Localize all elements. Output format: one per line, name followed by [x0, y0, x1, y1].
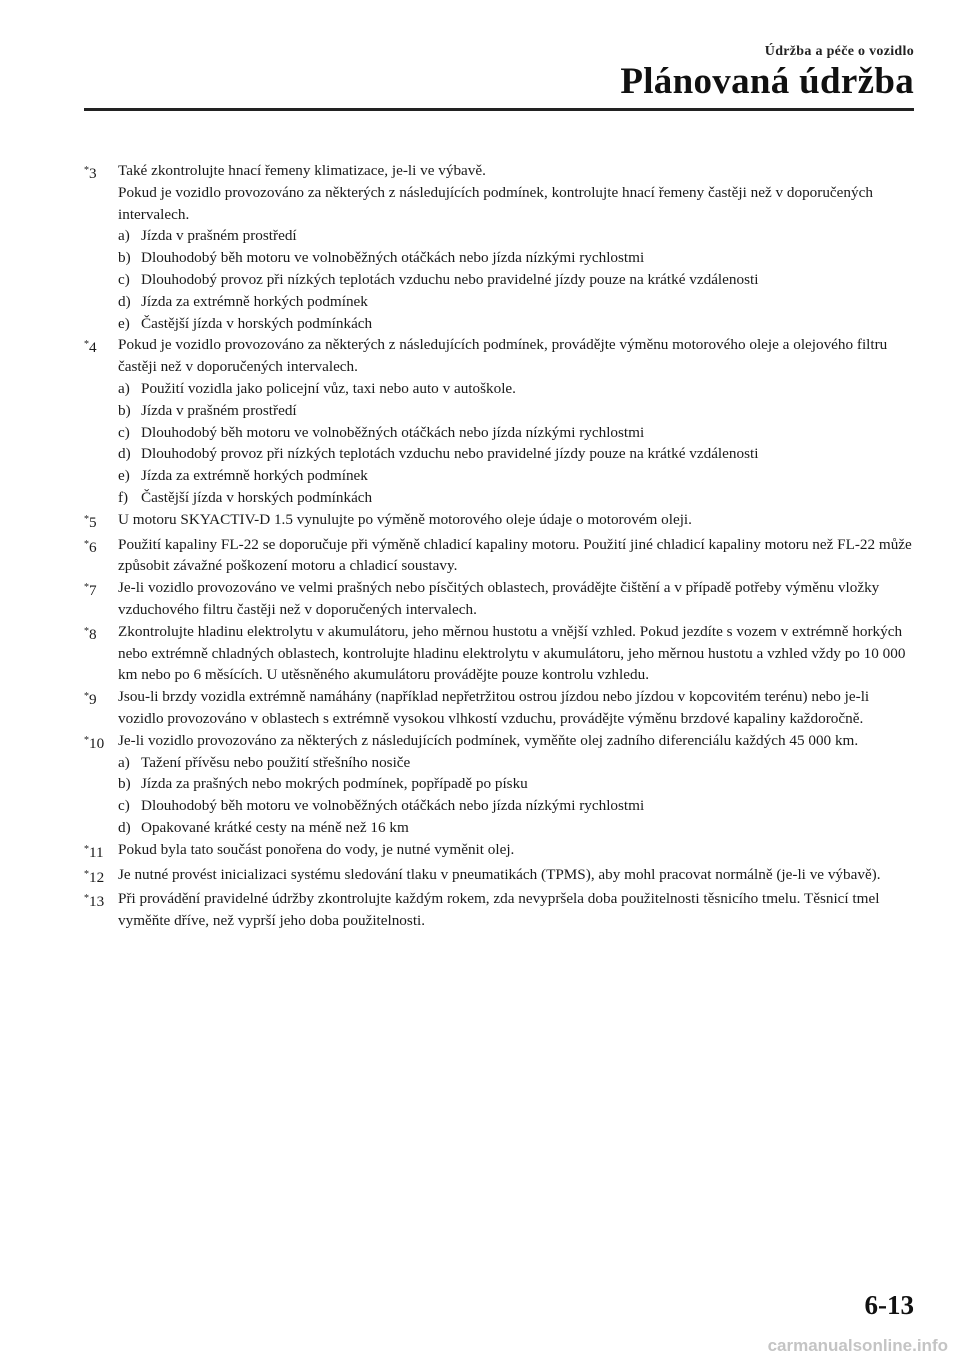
footnote-text: Při provádění pravidelné údržby zkontrolujte každým rokem, zda nevypršela doba použitelnosti těsnicího tmelu. Těsnicí tmel vyměňte dříve, než vyprší jeho doba použitelnosti. — [118, 890, 880, 930]
condition-text: Dlouhodobý provoz při nízkých teplotách vzduchu nebo pravidelné jízdy pouze na krátké vzdálenosti — [141, 270, 759, 288]
condition-item — [118, 443, 912, 465]
footnote-marker — [84, 534, 118, 578]
condition-item — [118, 795, 912, 817]
condition-label: a) — [118, 227, 130, 245]
footnote-body — [118, 686, 912, 730]
footnote-number: 8 — [89, 625, 97, 643]
footnote-number: 13 — [89, 893, 105, 911]
footnote-text: Pokud byla tato součást ponořena do vody, je nutné vyměnit olej. — [118, 840, 515, 858]
footnote-body — [118, 534, 912, 578]
footnote-text: Je-li vozidlo provozováno ve velmi prašných nebo písčitých oblastech, provádějte čištění a v případě potřeby výměnu vložky vzduchového filtru častěji než v doporučených intervalech. — [118, 579, 880, 618]
condition-text: Častější jízda v horských podmínkách — [141, 488, 373, 506]
footnote-marker — [84, 621, 118, 686]
condition-item — [118, 752, 912, 774]
condition-item — [118, 400, 912, 422]
footnote — [84, 334, 912, 508]
footnote-number: 6 — [89, 538, 97, 556]
condition-item — [118, 465, 912, 487]
footnote-asterisk: * — [84, 691, 89, 703]
footnote — [84, 839, 912, 864]
footnote-text: Zkontrolujte hladinu elektrolytu v akumulátoru, jeho měrnou hustotu a vnější vzhled. Pokud jezdíte s vozem v extrémně horkých nebo extrémně chladných oblastech, kontrolujte hladinu elektrolytu v akumulátoru, jeho měrnou hustotu a vzhled vždy po 10 000 km nebo po 6 měsících. U utěsněného akumulátoru provádějte pouze kontrolu vzhledu. — [118, 622, 906, 684]
condition-label: d) — [118, 292, 131, 310]
footnote-text: U motoru SKYACTIV-D 1.5 vynulujte po výměně motorového oleje údaje o motorovém oleji. — [118, 510, 692, 528]
footnote-asterisk: * — [84, 582, 89, 594]
footnote-text: Je-li vozidlo provozováno za některých z následujících podmínek, vyměňte olej zadního diferenciálu každých 45 000 km. — [118, 731, 859, 749]
footnote-body — [118, 577, 912, 621]
footnote-marker — [84, 888, 118, 932]
condition-item — [118, 291, 912, 313]
footnote-number: 5 — [89, 513, 97, 531]
page-title: Plánovaná údržba — [620, 61, 914, 102]
footnote-body — [118, 334, 912, 508]
condition-label: a) — [118, 379, 130, 397]
header-section: Údržba a péče o vozidlo — [764, 44, 914, 59]
condition-label: b) — [118, 401, 131, 419]
footnote-asterisk: * — [84, 625, 89, 637]
footnote-number: 9 — [89, 691, 97, 709]
footnote — [84, 686, 912, 730]
condition-label: c) — [118, 270, 130, 288]
footnote-marker — [84, 864, 118, 889]
footnote-text: Pokud je vozidlo provozováno za některých z následujících podmínek, provádějte výměnu motorového oleje a olejového filtru častěji než v doporučených intervalech. — [118, 336, 888, 376]
footnote — [84, 730, 912, 839]
footnote — [84, 509, 912, 534]
footnote-asterisk: * — [84, 513, 89, 525]
condition-item — [118, 422, 912, 444]
footnote-asterisk: * — [84, 165, 89, 176]
condition-label: d) — [118, 445, 131, 463]
condition-text: Jízda za prašných nebo mokrých podmínek, popřípadě po písku — [141, 775, 528, 793]
condition-label: b) — [118, 249, 131, 267]
condition-text: Jízda v prašném prostředí — [141, 401, 297, 419]
footnote-asterisk: * — [84, 538, 89, 550]
condition-label: e) — [118, 467, 130, 485]
header-divider — [84, 108, 914, 111]
footnote-asterisk: * — [84, 339, 89, 351]
footnote-body — [118, 509, 912, 534]
condition-item — [118, 225, 912, 247]
footnote-text: Jsou-li brzdy vozidla extrémně namáhány (například nepřetržitou ostrou jízdou nebo jízdou v kopcovitém terénu) nebo je-li vozidlo provozováno v oblastech s extrémně vysokou vlhkostí vzduchu, provádějte výměnu brzdové kapaliny každoročně. — [118, 688, 870, 727]
condition-label: c) — [118, 423, 130, 441]
condition-list — [118, 225, 912, 334]
condition-label: b) — [118, 775, 131, 793]
footnote — [84, 621, 912, 686]
footnote — [84, 864, 912, 889]
condition-item — [118, 817, 912, 839]
condition-item — [118, 773, 912, 795]
condition-text: Jízda za extrémně horkých podmínek — [141, 467, 368, 485]
footnote-marker — [84, 577, 118, 621]
footnote-number: 12 — [89, 868, 105, 886]
condition-list — [118, 378, 912, 509]
footnote-text: Také zkontrolujte hnací řemeny klimatizace, je-li ve výbavě. — [118, 162, 486, 179]
footnote-text: Pokud je vozidlo provozováno za některých z následujících podmínek, kontrolujte hnací řemeny častěji než v doporučených intervalech. — [118, 183, 873, 223]
footnote-number: 11 — [89, 843, 104, 861]
footnote-body — [118, 864, 912, 889]
footnotes-list — [84, 160, 912, 932]
footnote-marker — [84, 509, 118, 534]
footnote-text: Použití kapaliny FL-22 se doporučuje při výměně chladicí kapaliny motoru. Použití jiné chladicí kapaliny motoru než FL-22 může způsobit závažné poškození motoru a chladicí soustavy. — [118, 535, 912, 575]
footnote-number: 7 — [89, 582, 97, 600]
condition-item — [118, 247, 912, 269]
footnote-asterisk: * — [84, 734, 89, 746]
footnote-marker — [84, 730, 118, 839]
footnote-body — [118, 621, 912, 686]
footnote-body — [118, 888, 912, 932]
condition-text: Jízda za extrémně horkých podmínek — [141, 292, 368, 310]
condition-text: Použití vozidla jako policejní vůz, taxi nebo auto v autoškole. — [141, 379, 516, 397]
footnote-body — [118, 160, 912, 334]
condition-text: Opakované krátké cesty na méně než 16 km — [141, 818, 409, 836]
footnote-text: Je nutné provést inicializaci systému sledování tlaku v pneumatikách (TPMS), aby mohl pracovat normálně (je-li ve výbavě). — [118, 865, 881, 883]
condition-text: Dlouhodobý běh motoru ve volnoběžných otáčkách nebo jízda nízkými rychlostmi — [141, 797, 645, 815]
condition-text: Dlouhodobý provoz při nízkých teplotách vzduchu nebo pravidelné jízdy pouze na krátké vzdálenosti — [141, 445, 759, 463]
footnote-body — [118, 839, 912, 864]
footnote — [84, 160, 912, 334]
footnote-marker — [84, 839, 118, 864]
footnote-marker — [84, 686, 118, 730]
condition-item — [118, 487, 912, 509]
footnote-number: 4 — [89, 339, 97, 357]
condition-list — [118, 752, 912, 839]
footnote — [84, 888, 912, 932]
condition-item — [118, 313, 912, 335]
footnote-marker — [84, 160, 118, 334]
footnote-asterisk: * — [84, 843, 89, 855]
condition-label: c) — [118, 797, 130, 815]
watermark-link[interactable]: carmanualsonline.info — [767, 1336, 948, 1355]
footnote — [84, 577, 912, 621]
condition-text: Tažení přívěsu nebo použití střešního nosiče — [141, 753, 411, 771]
footnote-asterisk: * — [84, 893, 89, 905]
condition-item — [118, 378, 912, 400]
condition-label: e) — [118, 314, 130, 332]
footnote — [84, 534, 912, 578]
footnote-number: 3 — [89, 165, 97, 182]
condition-item — [118, 269, 912, 291]
footnote-number: 10 — [89, 734, 105, 752]
condition-label: d) — [118, 818, 131, 836]
footnote-body — [118, 730, 912, 839]
condition-label: a) — [118, 753, 130, 771]
condition-text: Dlouhodobý běh motoru ve volnoběžných otáčkách nebo jízda nízkými rychlostmi — [141, 249, 645, 267]
condition-text: Dlouhodobý běh motoru ve volnoběžných otáčkách nebo jízda nízkými rychlostmi — [141, 423, 645, 441]
footnote-marker — [84, 334, 118, 508]
condition-label: f) — [118, 488, 129, 506]
page-number: 6-13 — [864, 1290, 914, 1320]
footnote-asterisk: * — [84, 868, 89, 880]
condition-text: Častější jízda v horských podmínkách — [141, 314, 373, 332]
condition-text: Jízda v prašném prostředí — [141, 227, 297, 245]
